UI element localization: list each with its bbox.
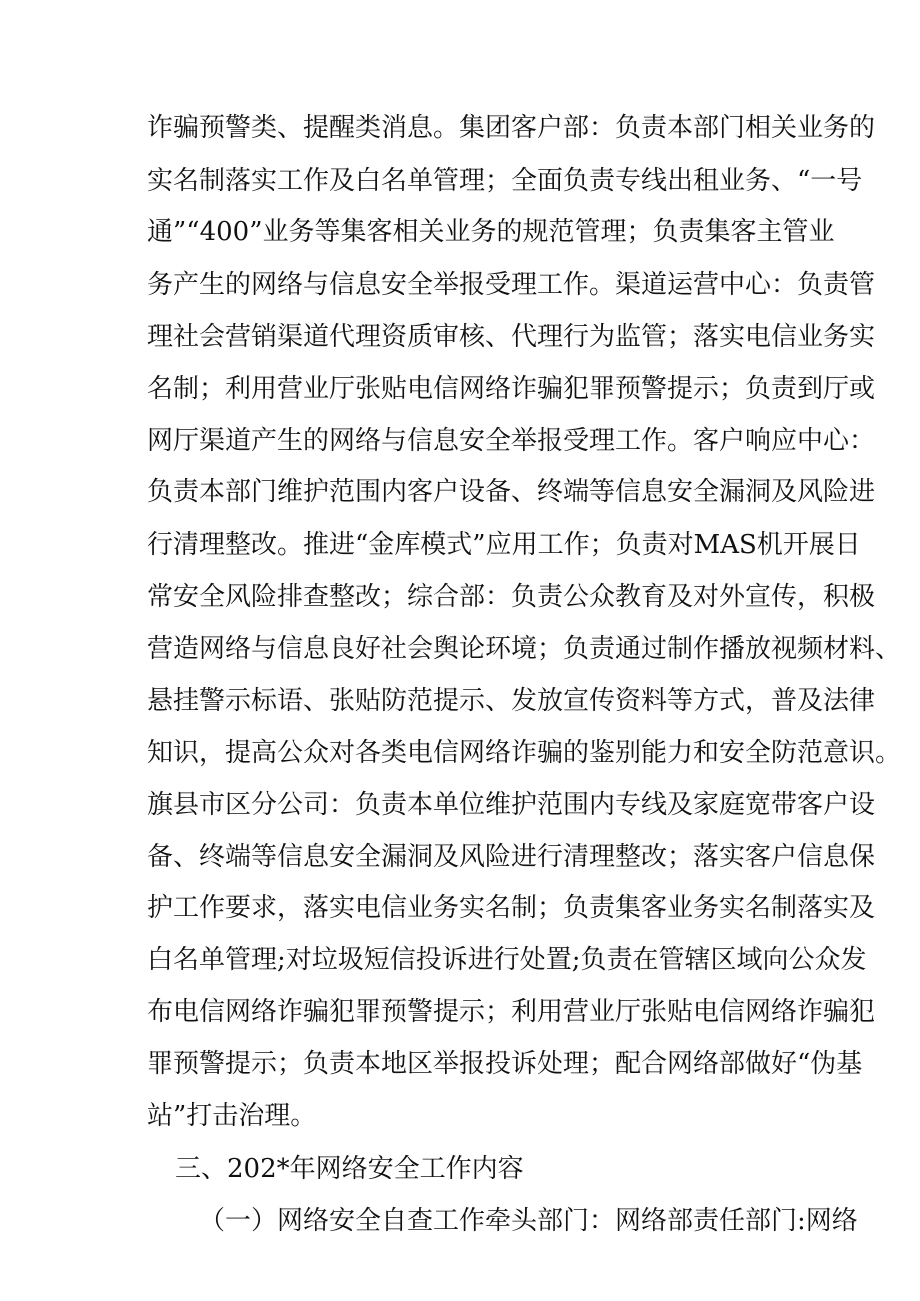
- body-text-line: 知识，提高公众对各类电信网络诈骗的鉴别能力和安全防范意识。: [147, 738, 902, 768]
- body-text-line: 实名制落实工作及白名单管理；全面负责专线出租业务、“一号: [147, 166, 863, 196]
- body-text-line: 网厅渠道产生的网络与信息安全举报受理工作。客户响应中心：: [147, 426, 876, 456]
- body-text-line: 行清理整改。推进“金库模式”应用工作；负责对MAS机开展日: [147, 530, 861, 560]
- body-text-line: 营造网络与信息良好社会舆论环境；负责通过制作播放视频材料、: [147, 634, 902, 664]
- body-text-line: 理社会营销渠道代理资质审核、代理行为监管；落实电信业务实: [147, 322, 876, 352]
- body-text-line: 悬挂警示标语、张贴防范提示、发放宣传资料等方式，普及法律: [147, 686, 876, 716]
- body-text-line: 通”“400”业务等集客相关业务的规范管理；负责集客主管业: [147, 217, 835, 247]
- body-text-line: 护工作要求，落实电信业务实名制；负责集客业务实名制落实及: [147, 893, 876, 923]
- body-text-line: 诈骗预警类、提醒类消息。集团客户部：负责本部门相关业务的: [147, 113, 876, 143]
- body-text-line: 常安全风险排查整改；综合部：负责公众教育及对外宣传，积极: [147, 582, 876, 612]
- body-text-line: 务产生的网络与信息安全举报受理工作。渠道运营中心：负责管: [147, 270, 876, 300]
- body-text-line: 负责本部门维护范围内客户设备、终端等信息安全漏洞及风险进: [147, 477, 876, 507]
- section-heading: 三、202*年网络安全工作内容: [175, 1154, 524, 1184]
- body-text-line: 站”打击治理。: [147, 1101, 317, 1131]
- body-text-line: 罪预警提示；负责本地区举报投诉处理；配合网络部做好“伪基: [147, 1049, 863, 1079]
- subsection-heading: （一）网络安全自查工作牵头部门：网络部责任部门:网络: [199, 1206, 858, 1236]
- body-text-line: 备、终端等信息安全漏洞及风险进行清理整改；落实客户信息保: [147, 842, 876, 872]
- body-text-line: 旗县市区分公司：负责本单位维护范围内专线及家庭宽带客户设: [147, 790, 876, 820]
- body-text-line: 名制；利用营业厅张贴电信网络诈骗犯罪预警提示；负责到厅或: [147, 374, 876, 404]
- body-text-line: 白名单管理;对垃圾短信投诉进行处置;负责在管辖区域向公众发: [147, 945, 867, 975]
- body-text-line: 布电信网络诈骗犯罪预警提示；利用营业厅张贴电信网络诈骗犯: [147, 997, 876, 1027]
